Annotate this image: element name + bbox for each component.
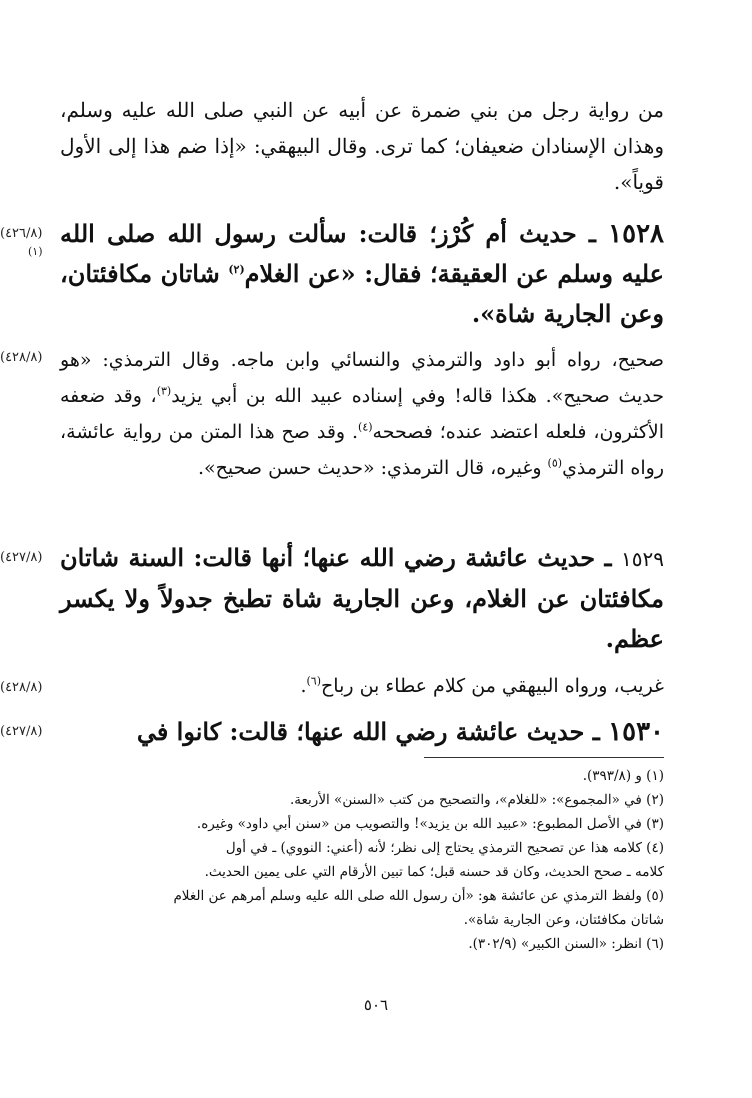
hadith-1528	[60, 214, 664, 334]
footnote-marker: (٥)	[547, 456, 563, 470]
footnote: (٥) ولفظ الترمذي عن عائشة هو: «أن رسول الله صلى الله عليه وسلم أمرهم عن الغلام	[173, 888, 664, 904]
hadith-number: ١٥٢٨	[608, 219, 664, 249]
hadith-text: شاتان مكافئتان، وعن الجارية شاة».	[60, 259, 664, 328]
footnote-continuation: كلامه ـ صحح الحديث، وكان قد حسنه قبل؛ كما تبين الأرقام التي على يمين الحديث.	[204, 864, 664, 880]
page-number: ٥٠٦	[363, 996, 389, 1014]
hadith-1530-ref: (٤٢٧/٨)	[0, 724, 43, 739]
hadith-text: ـ حديث عائشة رضي الله عنها؛ أنها قالت: السنة شاتان مكافئتان عن الغلام، وعن الجارية شاة تطبخ جدولاً ولا يكسر عظم.	[60, 543, 664, 653]
hadith-number: ١٥٣٠	[608, 717, 664, 747]
hadith-text: ـ حديث أم كُرْز؛ قالت: سألت رسول الله صلى الله عليه وسلم عن العقيقة؛ فقال: «عن الغلام	[60, 219, 665, 288]
footnote-marker: (٢)	[228, 263, 245, 276]
grading-1529: غريب، ورواه البيهقي من كلام عطاء بن رباح$^{(٦)}$.	[300, 674, 664, 697]
hadith-1528-ref: (٤٢٦/٨) (١)	[0, 226, 43, 258]
footnote: (٣) في الأصل المطبوع: «عبيد الله بن يزيد»! والتصويب من «سنن أبي داود» وغيره.	[196, 816, 664, 832]
footnote: (٢) في «المجموع»: «للغلام»، والتصحيح من كتب «السنن» الأربعة.	[290, 792, 664, 808]
footnote-marker: (٦)	[306, 674, 322, 688]
grading-1529-ref: (٤٢٨/٨)	[0, 680, 43, 695]
footnote: (٤) كلامه هذا عن تصحيح الترمذي يحتاج إلى نظر؛ لأنه (أعني: النووي) ـ في أول	[225, 840, 664, 856]
footnote-marker: (٤)	[358, 420, 373, 434]
footnote: (٦) انظر: «السنن الكبير» (٣٠٢/٩).	[468, 936, 664, 952]
hadith-1529	[60, 538, 664, 659]
footnote-continuation: شاتان مكافئتان، وعن الجارية شاة».	[463, 912, 664, 928]
intro-line: من رواية رجل من بني ضمرة عن أبيه عن النبي صلى الله عليه وسلم،	[60, 98, 664, 122]
footnote-marker: (٣)	[156, 384, 172, 398]
grading-1528: صحيح، رواه أبو داود والترمذي والنسائي وابن ماجه. وقال الترمذي: «هو حديث صحيح». هكذا قاله! وفي إسناده عبيد الله بن أبي يزيد$^{(٣)}$، وقد ضعفه الأكثرون، فلعله اعتضد عنده؛ فصححه$^{(٤)}$. وقد صح هذا المتن من رواية عائشة، رواه الترمذي$^{(٥)}$ وغيره، قال الترمذي: «حديث حسن صحيح».	[60, 349, 665, 479]
hadith-number: ١٥٢٩	[621, 547, 664, 571]
intro-line: الأول قوياً».	[60, 134, 664, 194]
hadith-1530	[60, 712, 664, 752]
intro-line: وهذان الإسنادان ضعيفان؛ كما ترى. وقال البيهقي: «إذا ضم هذا إلى	[108, 134, 665, 158]
intro-paragraph	[60, 92, 664, 200]
footnote: (١) و (٣٩٣/٨).	[582, 768, 664, 784]
grading-1528-ref: (٤٢٨/٨)	[0, 350, 43, 365]
hadith-text: ـ حديث عائشة رضي الله عنها؛ قالت: كانوا في	[136, 717, 609, 746]
footnote-divider	[424, 757, 664, 758]
hadith-1529-ref: (٤٢٧/٨)	[0, 550, 43, 565]
footnotes	[84, 764, 664, 956]
